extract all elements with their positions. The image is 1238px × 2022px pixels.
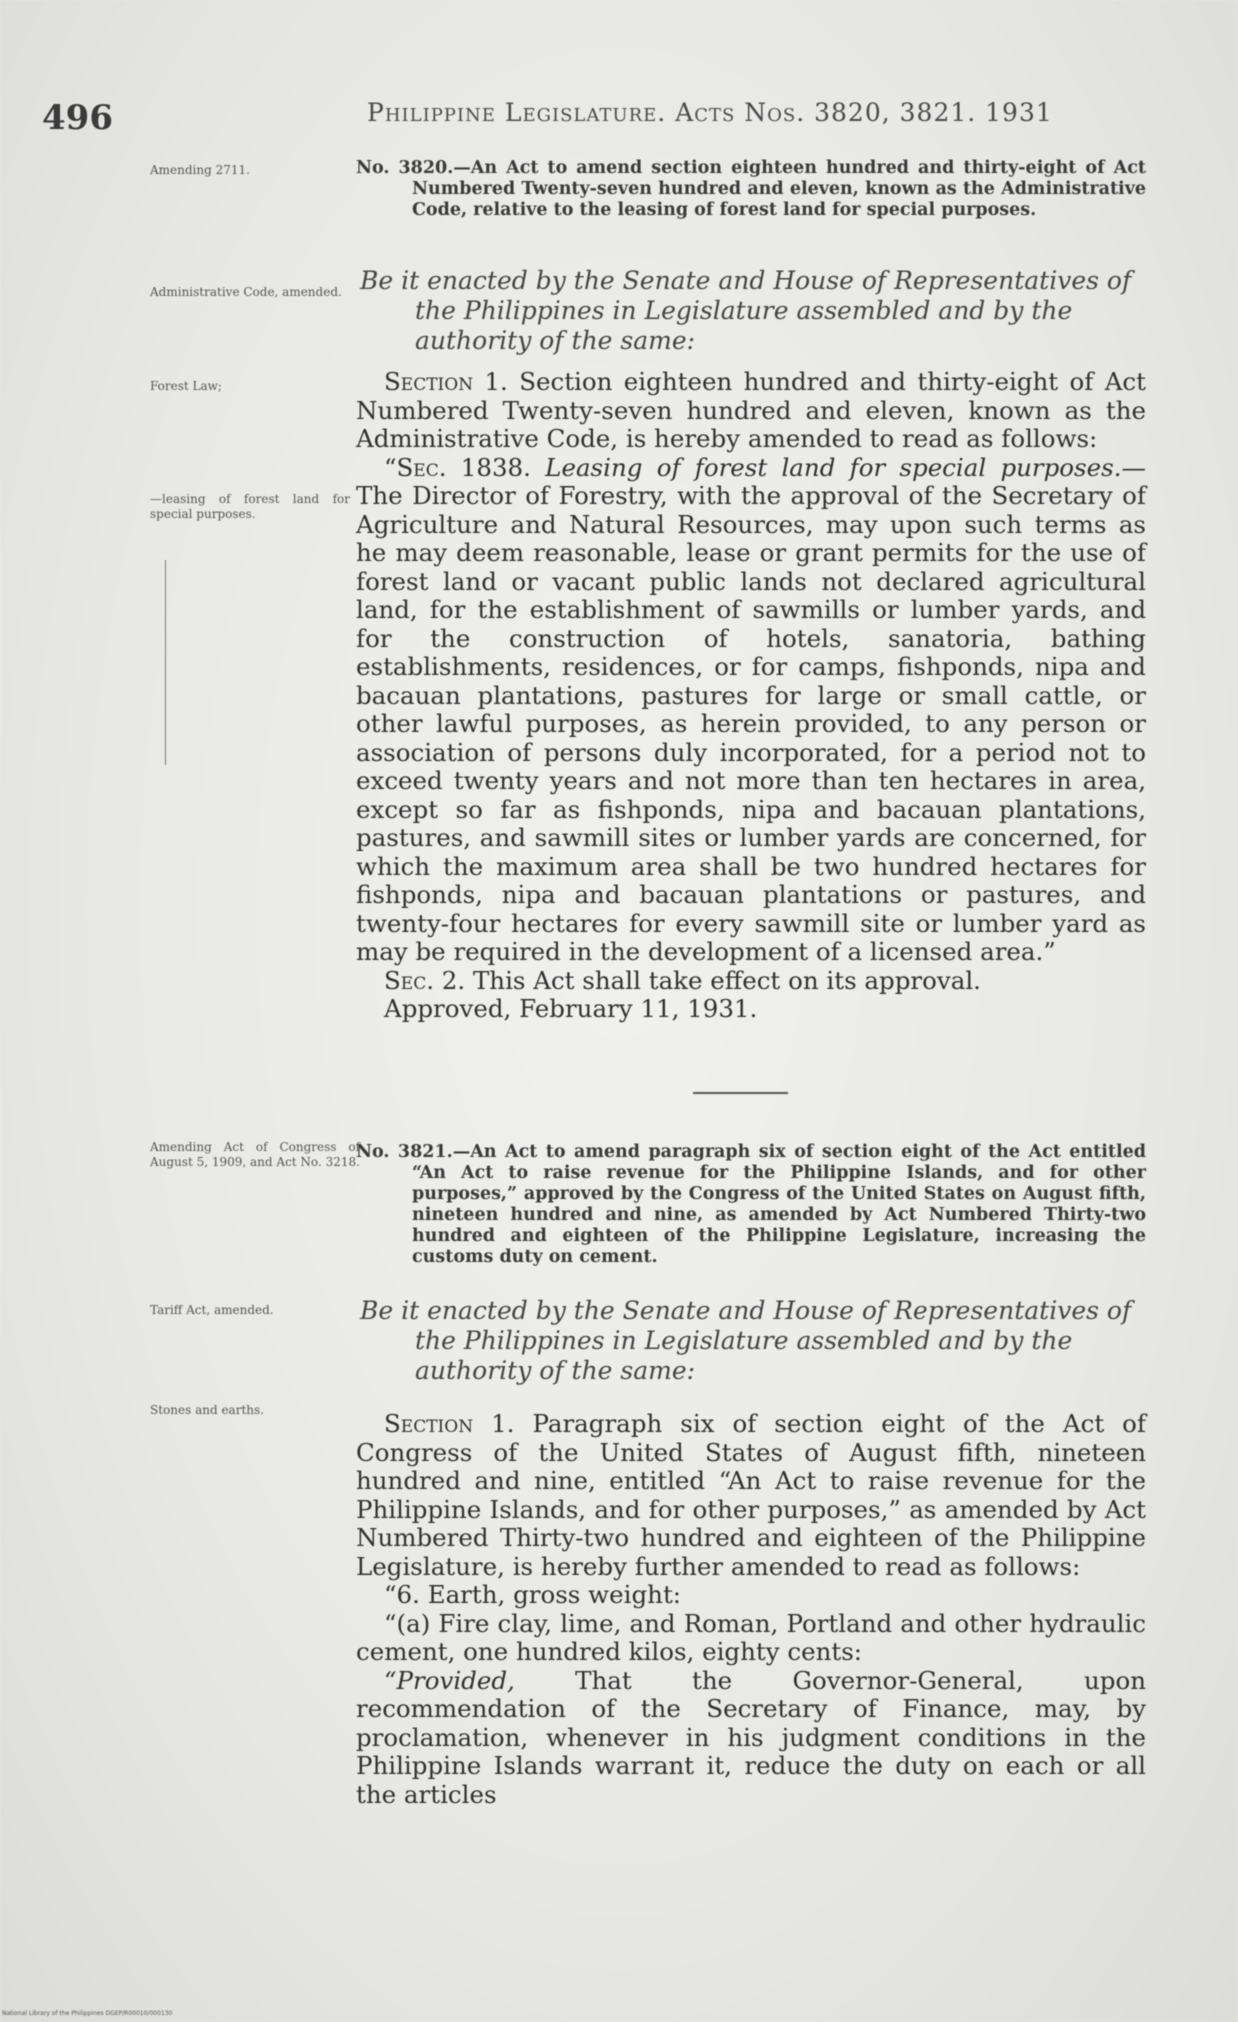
act-3820-section-2: Sec. 2. This Act shall take effect on its approval. <box>384 965 981 995</box>
margin-note-tariff-act: Tariff Act, amended. <box>150 1303 274 1317</box>
enacting-rest: the Philippines in Legislature assembled and by the authority of the same: <box>415 1326 1073 1385</box>
margin-note-amending-act: Amending Act of Congress of August 5, 1909, and Act No. 3218. <box>150 1140 360 1169</box>
act-3820-sec-1838: “Sec. 1838. Leasing of forest land for special purposes.— The Director of Forestry, with the approval of the Secretary of Agriculture and Natural Resources, may upon such terms as he may deem reasonable, lease or grant permits for the use of forest land or vacant public lands not declared agricultural land, for the establishment of sawmills or lumber yards, and for the construction of hotels, sanatoria, bathing establishments, residences, or for camps, fishponds, nipa and bacauan plantations, pastures for large or small cattle, or other lawful purposes, as herein provided, to any person or association of persons duly incorporated, for a period not to exceed twenty years and not more than ten hectares in area, except so far as fishponds, nipa and bacauan plantations, pastures, and sawmill sites or lumber yards are concerned, for which the maximum area shall be two hundred hectares for fishponds, nipa and bacauan plantations or pastures, and twenty-four hectares for every sawmill site or lumber yard as may be required in the development of a licensed area.” <box>356 452 1146 966</box>
margin-rule <box>165 560 166 765</box>
act-3821-enacting-clause <box>360 1296 1150 1386</box>
act-3821-section-1: Section 1. Paragraph six of section eight of the Act of Congress of the United States of August fifth, nineteen hundred and nine, entitled “An Act to raise revenue for the Philippine Islands, and for other purposes,” as amended by Act Numbered Thirty-two hundred and eighteen of the Philippine Legislature, is hereby further amended to read as follows: <box>356 1409 1146 1581</box>
act-3821-body <box>356 1410 1146 1809</box>
enacting-first-line: Be it enacted by the Senate and House of Representatives of <box>360 266 1132 295</box>
margin-note-forest-law: Forest Law; <box>150 379 222 393</box>
enacting-first-line: Be it enacted by the Senate and House of Representatives of <box>360 1296 1132 1325</box>
act-3820-title <box>356 158 1146 221</box>
act-3821-title-text: No. 3821.—An Act to amend paragraph six of section eight of the Act entitled “An Act to raise revenue for the Philippine Islands, and for other purposes,” approved by the Congress of the United States on August fifth, nineteen hundred and nine, as amended by Act Numbered Thirty-two hundred and eighteen of the Philippine Legislature, increasing the customs duty on cement. <box>356 1142 1146 1267</box>
act-3820-section-1: Section 1. Section eighteen hundred and thirty-eight of Act Numbered Twenty-seven hundred and eleven, known as the Administrative Code, is hereby amended to read as follows: <box>356 367 1146 453</box>
margin-note-admin-code: Administrative Code, amended. <box>150 285 342 299</box>
act-3820-title-text: No. 3820.—An Act to amend section eighteen hundred and thirty-eight of Act Numbered Twenty-seven hundred and eleven, known as the Administrative Code, relative to the leasing of forest land for special purposes. <box>356 158 1146 220</box>
margin-note-amending-2711: Amending 2711. <box>150 163 250 177</box>
running-head: Philippine Legislature. Acts Nos. 3820, 3821. 1931 <box>367 98 1053 127</box>
act-3821-title <box>356 1142 1146 1268</box>
margin-note-stones: Stones and earths. <box>150 1403 264 1417</box>
page-number: 496 <box>42 98 113 138</box>
act-3821-proviso: “Provided, That the Governor-General, upon recommendation of the Secretary of Finance, may, by proclamation, whenever in his judgment conditions in the Philippine Islands warrant it, reduce the duty on each or all the articles <box>356 1665 1146 1809</box>
separator-rule <box>693 1092 788 1094</box>
act-3821-para-6: “6. Earth, gross weight: <box>384 1580 682 1609</box>
footer-credit: National Library of the Philippines DGEP/R00010/000130 <box>2 2010 173 2017</box>
act-3820-enacting-clause <box>360 266 1150 356</box>
act-3820-body <box>356 368 1146 1024</box>
enacting-rest: the Philippines in Legislature assembled and by the authority of the same: <box>415 296 1073 355</box>
act-3820-approved: Approved, February 11, 1931. <box>384 994 758 1023</box>
margin-note-leasing: —leasing of forest land for special purposes. <box>150 492 350 521</box>
act-3821-para-a: “(a) Fire clay, lime, and Roman, Portland and other hydraulic cement, one hundred kilos, eighty cents: <box>356 1608 1146 1666</box>
